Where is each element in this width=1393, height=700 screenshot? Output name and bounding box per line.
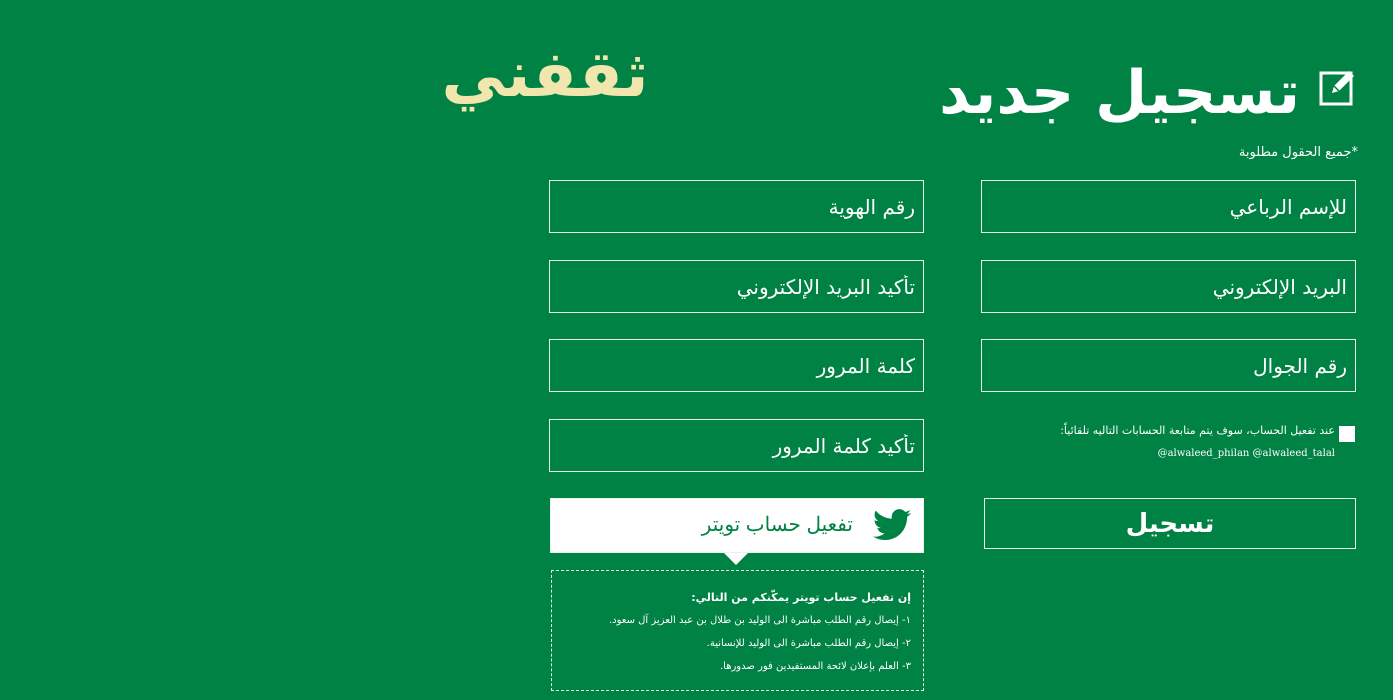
twitter-bird-icon <box>873 509 911 541</box>
full-name-input[interactable] <box>981 180 1356 233</box>
page-title: تسجيل جديد <box>939 58 1300 128</box>
twitter-benefit-item: ١- إيصال رقم الطلب مباشرة الى الوليد بن طلال بن عبد العزيز آل سعود. <box>608 615 911 626</box>
brand-logo: ثقفني <box>441 38 649 112</box>
password-input[interactable] <box>549 339 924 392</box>
follow-notice-text: عند تفعيل الحساب، سوف يتم متابعة الحسابات التاليه تلقائياً: <box>1060 424 1335 437</box>
twitter-benefits-box <box>551 570 924 691</box>
twitter-activate-button[interactable] <box>550 498 924 553</box>
follow-checkbox[interactable] <box>1339 426 1355 442</box>
edit-icon <box>1318 67 1358 107</box>
follow-handles: @alwaleed_philan @alwaleed_talal <box>1157 448 1335 459</box>
mobile-input[interactable] <box>981 339 1356 392</box>
email-input[interactable] <box>981 260 1356 313</box>
register-button[interactable]: تسجيل <box>984 498 1356 549</box>
id-number-input[interactable] <box>549 180 924 233</box>
required-fields-note: *جميع الحقول مطلوبة <box>1238 145 1358 160</box>
password-confirm-input[interactable] <box>549 419 924 472</box>
twitter-info-pointer <box>724 553 748 565</box>
email-confirm-input[interactable] <box>549 260 924 313</box>
twitter-button-label: تفعيل حساب تويتر <box>701 514 853 536</box>
twitter-benefit-item: ٣- العلم بإعلان لائحة المستفيدين فور صدورها. <box>719 661 911 672</box>
twitter-benefit-item: ٢- إيصال رقم الطلب مباشرة الى الوليد للإنسانية. <box>706 638 911 649</box>
twitter-benefits-title: إن تفعيل حساب تويتر يمكّنكم من التالي: <box>691 591 911 604</box>
